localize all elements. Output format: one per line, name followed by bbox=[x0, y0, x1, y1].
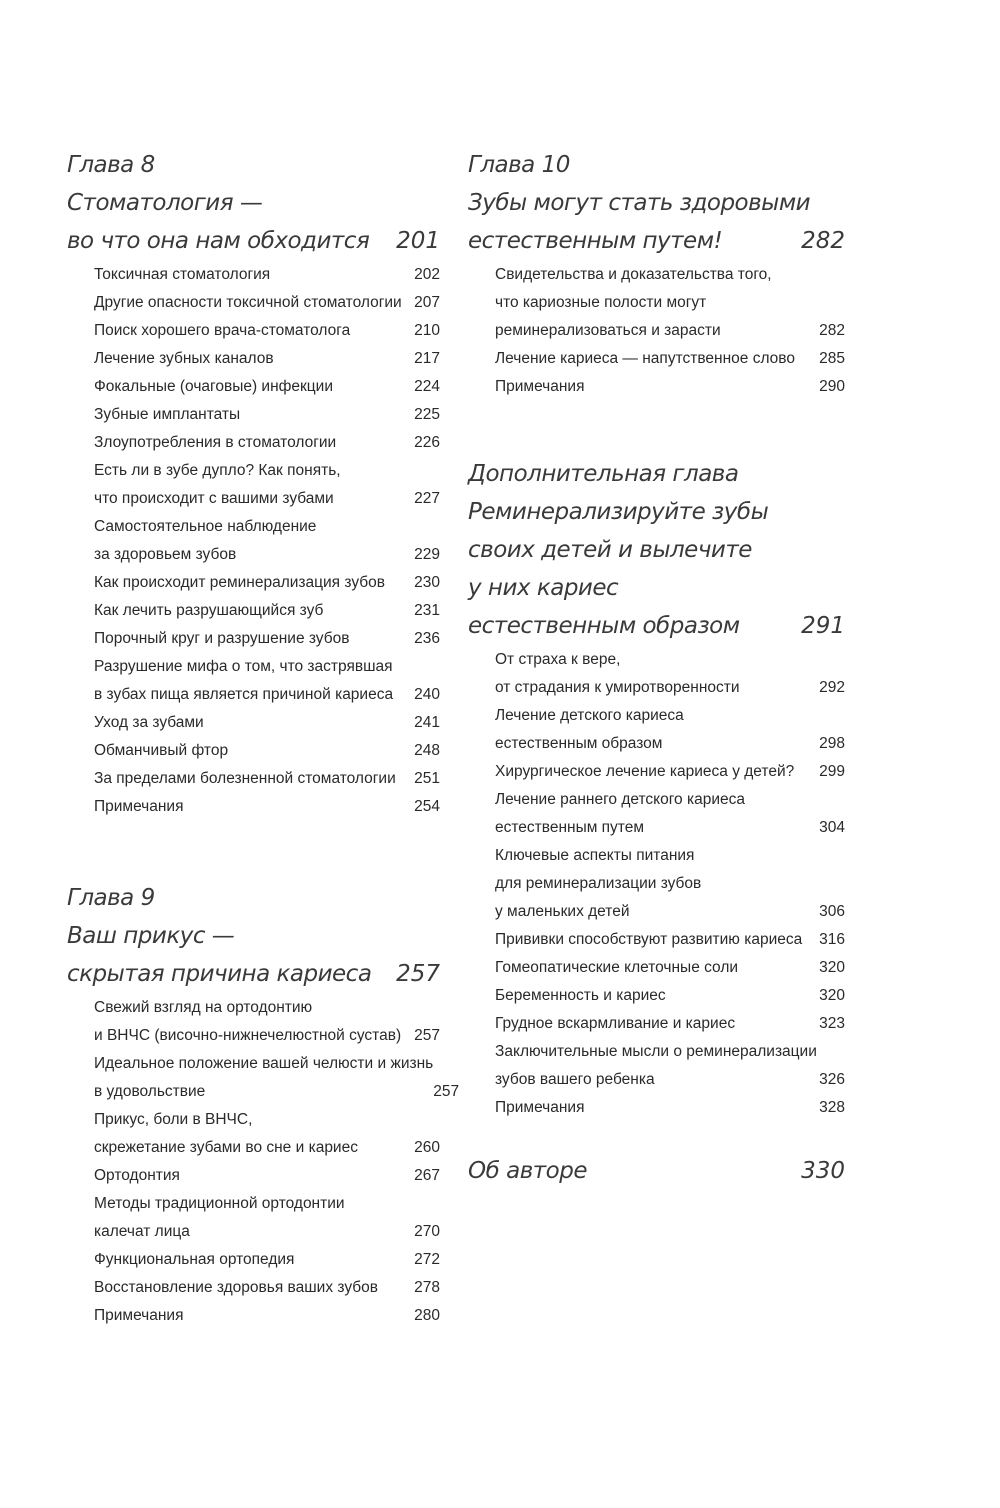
toc-entry-title bbox=[495, 1094, 585, 1122]
about-author bbox=[468, 1152, 845, 1190]
chapter-title-line bbox=[468, 531, 845, 569]
toc-entry-page-number: 217 bbox=[414, 350, 440, 367]
toc-entry[interactable] bbox=[495, 702, 845, 758]
toc-entry-title-line: Идеальное положение вашей челюсти и жизнь bbox=[94, 1055, 434, 1072]
toc-entry-title bbox=[94, 1050, 433, 1106]
toc-entry-title bbox=[495, 954, 738, 982]
toc-entry[interactable] bbox=[94, 569, 440, 597]
toc-entry-title bbox=[94, 793, 184, 821]
toc-entry[interactable] bbox=[495, 373, 845, 401]
toc-entry-page-number: 227 bbox=[414, 490, 440, 507]
toc-entry-title-line: Фокальные (очаговые) инфекции bbox=[94, 378, 333, 395]
toc-entry[interactable] bbox=[94, 401, 440, 429]
toc-entry[interactable] bbox=[94, 709, 440, 737]
toc-entry-title-line: Лечение раннего детского кариеса bbox=[495, 791, 745, 808]
toc-entry-title bbox=[94, 317, 350, 345]
chapter-title-text: Реминерализируйте зубы bbox=[468, 499, 769, 525]
toc-entry[interactable] bbox=[495, 646, 845, 702]
toc-entry[interactable] bbox=[94, 457, 440, 513]
toc-entry-page-number: 210 bbox=[414, 322, 440, 339]
toc-entry-title-line: Другие опасности токсичной стоматологии bbox=[94, 294, 402, 311]
toc-right-column bbox=[468, 146, 845, 1190]
chapter-title-text: у них кариес bbox=[468, 575, 619, 601]
toc-entry-page-number: 202 bbox=[414, 266, 440, 283]
chapter-label-text: Глава 8 bbox=[67, 152, 155, 178]
toc-entries bbox=[468, 261, 845, 401]
toc-entry-title bbox=[94, 1162, 180, 1190]
toc-entry-title-line: Ключевые аспекты питания bbox=[495, 847, 695, 864]
toc-entry-title-line: Свидетельства и доказательства того, bbox=[495, 266, 772, 283]
toc-entry-title-line: естественным образом bbox=[495, 735, 663, 752]
chapter-title-line[interactable] bbox=[67, 222, 440, 260]
toc-entry-title-line: Свежий взгляд на ортодонтию bbox=[94, 999, 313, 1016]
toc-entry-title-line: Гомеопатические клеточные соли bbox=[495, 959, 739, 976]
toc-entry-page-number: 225 bbox=[414, 406, 440, 423]
toc-entry-title-line: и ВНЧС (височно-нижнечелюстной сустав) bbox=[94, 1027, 402, 1044]
toc-entry-page-number: 226 bbox=[414, 434, 440, 451]
chapter-title-text: своих детей и вылечите bbox=[468, 537, 752, 563]
toc-entry-page-number: 240 bbox=[414, 686, 440, 703]
toc-entry-title-line: Восстановление здоровья ваших зубов bbox=[94, 1279, 378, 1296]
toc-entry-title bbox=[94, 569, 385, 597]
toc-entry-title bbox=[495, 345, 795, 373]
toc-entry-page-number: 304 bbox=[819, 819, 845, 836]
toc-entry[interactable] bbox=[94, 513, 440, 569]
chapter-9 bbox=[67, 879, 460, 1330]
toc-entry-title bbox=[94, 513, 316, 569]
toc-entry-title-line: Примечания bbox=[495, 1099, 585, 1116]
toc-entry-title bbox=[94, 653, 393, 709]
toc-entry-title-line: Функциональная ортопедия bbox=[94, 1251, 295, 1268]
toc-entry-page-number: 248 bbox=[414, 742, 440, 759]
chapter-title-text: естественным путем! bbox=[468, 228, 723, 254]
chapter-page-number: 291 bbox=[801, 613, 845, 639]
toc-entry-page-number: 257 bbox=[414, 1027, 440, 1044]
toc-entry-title bbox=[94, 765, 396, 793]
toc-entry-title-line: Как лечить разрушающийся зуб bbox=[94, 602, 324, 619]
toc-entry[interactable] bbox=[94, 373, 440, 401]
toc-entry-title bbox=[94, 373, 333, 401]
toc-entry-page-number: 254 bbox=[414, 798, 440, 815]
chapter-title-text: Ваш прикус — bbox=[67, 923, 235, 949]
toc-entry-title-line: Разрушение мифа о том, что застрявшая bbox=[94, 658, 393, 675]
toc-entry-title-line: Порочный круг и разрушение зубов bbox=[94, 630, 350, 647]
toc-entry-title bbox=[495, 982, 666, 1010]
toc-entry-page-number: 272 bbox=[414, 1251, 440, 1268]
chapter-label-text: Дополнительная глава bbox=[468, 461, 739, 487]
toc-entry-title bbox=[94, 1274, 378, 1302]
chapter-title-line bbox=[468, 569, 845, 607]
toc-entry-title bbox=[94, 597, 323, 625]
toc-entry-title-line: Прививки способствуют развитию кариеса bbox=[495, 931, 803, 948]
toc-entry-title-line: Зубные имплантаты bbox=[94, 406, 241, 423]
chapter-page-number: 257 bbox=[396, 961, 440, 987]
toc-entry-title bbox=[94, 261, 270, 289]
chapter-label bbox=[67, 146, 440, 184]
chapter-title-text: Зубы могут стать здоровыми bbox=[468, 190, 811, 216]
chapter-10 bbox=[468, 146, 845, 401]
toc-entry-title bbox=[94, 737, 228, 765]
toc-entry-title bbox=[495, 373, 585, 401]
chapter-title-line[interactable] bbox=[67, 955, 440, 993]
toc-entry[interactable] bbox=[495, 1010, 845, 1038]
toc-entry-page-number: 299 bbox=[819, 763, 845, 780]
toc-entry-page-number: 257 bbox=[433, 1083, 460, 1100]
toc-entry-page-number: 236 bbox=[414, 630, 440, 647]
toc-entry-title-line: От страха к вере, bbox=[495, 651, 621, 668]
toc-entry-title-line: от страдания к умиротворенности bbox=[495, 679, 740, 696]
toc-entry-title bbox=[495, 758, 794, 786]
chapter-label bbox=[468, 146, 845, 184]
toc-entry-title-line: в удовольствие bbox=[94, 1083, 206, 1100]
toc-entry-page-number: 278 bbox=[414, 1279, 440, 1296]
toc-entry-title-line: Лечение детского кариеса bbox=[495, 707, 684, 724]
toc-entry-title-line: зубов вашего ребенка bbox=[495, 1071, 655, 1088]
toc-entry[interactable] bbox=[94, 429, 440, 457]
toc-entry-title bbox=[94, 1302, 184, 1330]
toc-entry-page-number: 298 bbox=[819, 735, 845, 752]
toc-entry-title bbox=[94, 457, 341, 513]
toc-entry-page-number: 328 bbox=[819, 1099, 845, 1116]
toc-entry-page-number: 231 bbox=[414, 602, 440, 619]
about-author-title: Об авторе bbox=[468, 1158, 587, 1184]
toc-entry[interactable] bbox=[495, 758, 845, 786]
toc-entry-title-line: у маленьких детей bbox=[495, 903, 630, 920]
toc-entry-title-line: Есть ли в зубе дупло? Как понять, bbox=[94, 462, 341, 479]
toc-entry[interactable] bbox=[495, 1094, 845, 1122]
chapter-title-text: Стоматология — bbox=[67, 190, 263, 216]
toc-entries bbox=[67, 994, 460, 1330]
toc-entry[interactable] bbox=[94, 765, 440, 793]
toc-entry-title bbox=[495, 261, 772, 345]
toc-entry-title-line: калечат лица bbox=[94, 1223, 190, 1240]
chapter-page-number: 282 bbox=[801, 228, 845, 254]
toc-entry-title bbox=[94, 1246, 294, 1274]
toc-entry[interactable] bbox=[94, 597, 440, 625]
toc-entry[interactable] bbox=[94, 737, 440, 765]
toc-entry-title bbox=[94, 625, 349, 653]
toc-entry-title bbox=[94, 345, 274, 373]
chapter-label bbox=[67, 879, 440, 917]
toc-entry-title bbox=[495, 702, 684, 758]
chapter-title-line[interactable] bbox=[468, 1152, 845, 1190]
toc-entry-title bbox=[495, 1038, 817, 1094]
toc-entry-title-line: Уход за зубами bbox=[94, 714, 204, 731]
toc-entry-title bbox=[495, 926, 802, 954]
chapter-title-line[interactable] bbox=[468, 607, 845, 645]
toc-entry[interactable] bbox=[495, 786, 845, 842]
toc-entry[interactable] bbox=[94, 1106, 440, 1162]
toc-entry-page-number: 207 bbox=[414, 294, 440, 311]
chapter-label bbox=[468, 455, 845, 493]
toc-entry-title-line: За пределами болезненной стоматологии bbox=[94, 770, 396, 787]
toc-entry[interactable] bbox=[94, 317, 440, 345]
toc-entry-title-line: реминерализоваться и зарасти bbox=[495, 322, 721, 339]
toc-entry-title-line: Как происходит реминерализация зубов bbox=[94, 574, 385, 591]
toc-entry-page-number: 267 bbox=[414, 1167, 440, 1184]
toc-entry-title-line: Грудное вскармливание и кариес bbox=[495, 1015, 736, 1032]
toc-entry-title-line: скрежетание зубами во сне и кариес bbox=[94, 1139, 358, 1156]
toc-entry[interactable] bbox=[94, 1246, 440, 1274]
toc-entry-title-line: Методы традиционной ортодонтии bbox=[94, 1195, 345, 1212]
toc-entry-title-line: Самостоятельное наблюдение bbox=[94, 518, 317, 535]
toc-entry[interactable] bbox=[94, 793, 440, 821]
toc-entry[interactable] bbox=[94, 1050, 460, 1106]
toc-entry-title-line: в зубах пища является причиной кариеса bbox=[94, 686, 394, 703]
toc-left-column bbox=[67, 146, 460, 1330]
toc-entry-page-number: 285 bbox=[819, 350, 845, 367]
toc-entry-page-number: 282 bbox=[819, 322, 845, 339]
toc-entry-page-number: 320 bbox=[819, 987, 845, 1004]
toc-entry-title bbox=[94, 709, 204, 737]
toc-entry[interactable] bbox=[495, 842, 845, 926]
toc-entry[interactable] bbox=[94, 653, 440, 709]
chapter-8 bbox=[67, 146, 440, 821]
toc-entry-page-number: 270 bbox=[414, 1223, 440, 1240]
toc-entry-title-line: для реминерализации зубов bbox=[495, 875, 702, 892]
toc-entry-page-number: 292 bbox=[819, 679, 845, 696]
chapter-page-number: 201 bbox=[396, 228, 440, 254]
toc-entry-title-line: Беременность и кариес bbox=[495, 987, 666, 1004]
toc-entry[interactable] bbox=[94, 1274, 440, 1302]
toc-entry-page-number: 224 bbox=[414, 378, 440, 395]
toc-entry-title bbox=[94, 994, 401, 1050]
toc-entry-page-number: 306 bbox=[819, 903, 845, 920]
toc-entry-page-number: 280 bbox=[414, 1307, 440, 1324]
toc-entry-title bbox=[495, 646, 740, 702]
toc-entry[interactable] bbox=[495, 926, 845, 954]
toc-entry-title-line: Примечания bbox=[94, 798, 184, 815]
toc-entry-title-line: за здоровьем зубов bbox=[94, 546, 237, 563]
toc-entry[interactable] bbox=[94, 289, 440, 317]
chapter-page-number: 330 bbox=[801, 1158, 845, 1184]
toc-entry-title-line: Лечение кариеса — напутственное слово bbox=[495, 350, 795, 367]
toc-entry[interactable] bbox=[94, 261, 440, 289]
toc-entry-title bbox=[94, 1106, 358, 1162]
toc-entry-title-line: естественным путем bbox=[495, 819, 645, 836]
toc-entry-title bbox=[495, 842, 701, 926]
chapter-title-line[interactable] bbox=[468, 222, 845, 260]
toc-entry-page-number: 316 bbox=[819, 931, 845, 948]
chapter-title-line bbox=[468, 184, 845, 222]
toc-entry-title bbox=[495, 786, 745, 842]
toc-entry[interactable] bbox=[94, 994, 440, 1050]
chapter-title-line bbox=[67, 917, 440, 955]
toc-entry[interactable] bbox=[495, 954, 845, 982]
chapter-label-text: Глава 10 bbox=[468, 152, 570, 178]
toc-entry-page-number: 229 bbox=[414, 546, 440, 563]
chapter-title-text: во что она нам обходится bbox=[67, 228, 370, 254]
toc-entry[interactable] bbox=[94, 625, 440, 653]
toc-entry[interactable] bbox=[94, 1162, 440, 1190]
toc-entry-title-line: Прикус, боли в ВНЧС, bbox=[94, 1111, 253, 1128]
toc-entry-title-line: Обманчивый фтор bbox=[94, 742, 229, 759]
toc-entry[interactable] bbox=[94, 1190, 440, 1246]
toc-entry-page-number: 323 bbox=[819, 1015, 845, 1032]
chapter-label-text: Глава 9 bbox=[67, 885, 155, 911]
toc-entry-title-line: Поиск хорошего врача-стоматолога bbox=[94, 322, 351, 339]
chapter-title-line bbox=[67, 184, 440, 222]
toc-entry-title bbox=[94, 401, 240, 429]
toc-entry-title bbox=[94, 289, 402, 317]
toc-entry-title-line: что происходит с вашими зубами bbox=[94, 490, 334, 507]
toc-entries bbox=[468, 646, 845, 1122]
toc-entry[interactable] bbox=[495, 982, 845, 1010]
toc-entry-page-number: 320 bbox=[819, 959, 845, 976]
chapter-extra bbox=[468, 455, 845, 1122]
toc-entry[interactable] bbox=[495, 345, 845, 373]
toc-entry-title-line: Хирургическое лечение кариеса у детей? bbox=[495, 763, 795, 780]
toc-entry-page-number: 251 bbox=[414, 770, 440, 787]
chapter-title-text: скрытая причина кариеса bbox=[67, 961, 372, 987]
toc-entry-title-line: Примечания bbox=[495, 378, 585, 395]
toc-entry-page-number: 230 bbox=[414, 574, 440, 591]
toc-entry-title-line: Примечания bbox=[94, 1307, 184, 1324]
toc-entry[interactable] bbox=[495, 261, 845, 345]
toc-entry-page-number: 241 bbox=[414, 714, 440, 731]
toc-entry-title-line: Заключительные мысли о реминерализации bbox=[495, 1043, 817, 1060]
toc-entry[interactable] bbox=[94, 1302, 440, 1330]
toc-entry-title-line: Лечение зубных каналов bbox=[94, 350, 274, 367]
toc-entry-page-number: 260 bbox=[414, 1139, 440, 1156]
toc-entry-title-line: что кариозные полости могут bbox=[495, 294, 707, 311]
chapter-title-text: естественным образом bbox=[468, 613, 740, 639]
toc-entry[interactable] bbox=[495, 1038, 845, 1094]
toc-entry-title bbox=[495, 1010, 735, 1038]
toc-entry-title bbox=[94, 1190, 345, 1246]
toc-entry-title-line: Злоупотребления в стоматологии bbox=[94, 434, 337, 451]
toc-entry-title-line: Токсичная стоматология bbox=[94, 266, 271, 283]
toc-entry-title bbox=[94, 429, 336, 457]
toc-entry-page-number: 290 bbox=[819, 378, 845, 395]
toc-entry-page-number: 326 bbox=[819, 1071, 845, 1088]
toc-entries bbox=[67, 261, 440, 821]
chapter-title-line bbox=[468, 493, 845, 531]
toc-entry[interactable] bbox=[94, 345, 440, 373]
toc-entry-title-line: Ортодонтия bbox=[94, 1167, 180, 1184]
